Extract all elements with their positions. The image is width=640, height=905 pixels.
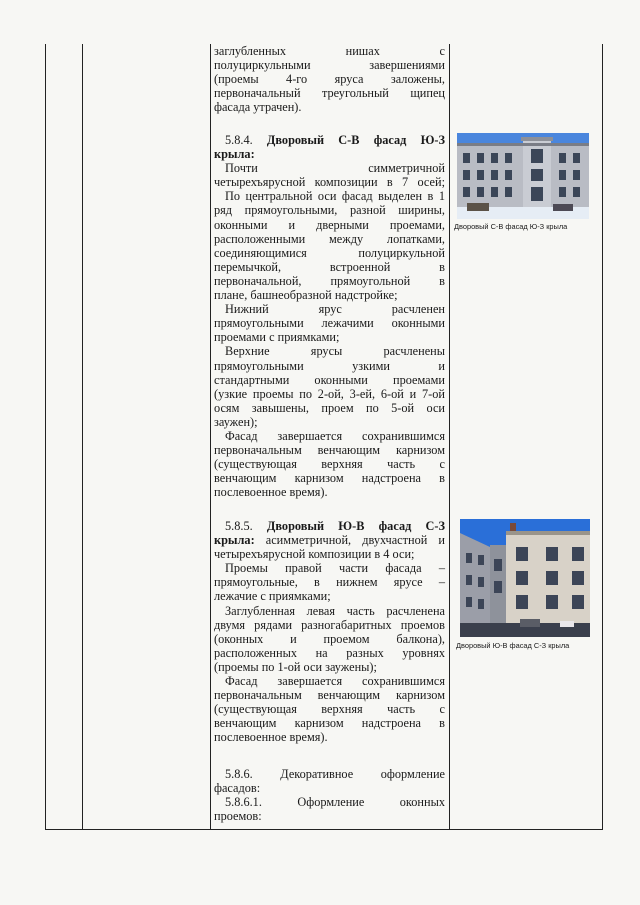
section-title-bold: Дворовый С-В фасад Ю-З xyxy=(266,133,446,147)
text-line: венчающим карнизом надстроена в xyxy=(214,716,445,731)
section-title-line2: крыла: асимметричной, двухчастной и xyxy=(214,533,445,548)
intro-line: первоначальный треугольный щипец xyxy=(214,86,445,101)
text-line: стандартными оконными проемами xyxy=(214,372,445,387)
intro-line: фасада утрачен). xyxy=(214,100,302,115)
intro-line: заглубленных нишах с xyxy=(214,44,445,58)
table-divider-2 xyxy=(210,44,211,830)
text-line: Заглубленная левая часть расчленена xyxy=(225,603,445,618)
section-title xyxy=(214,519,445,533)
photo-1-caption: Дворовый С-В фасад Ю-З крыла xyxy=(454,222,568,231)
text-line: послевоенное время). xyxy=(214,485,328,500)
text-line: первоначальным венчающим карнизом xyxy=(214,443,445,458)
table-border-right xyxy=(602,44,603,830)
text-line: перемычкой, встроенной в xyxy=(214,259,445,274)
section-title xyxy=(214,133,445,147)
text-line: ряд прямоугольными, разной ширины, xyxy=(214,203,445,218)
text-line: 5.8.6. Декоративное оформление xyxy=(225,767,445,781)
facade-photo-1 xyxy=(457,133,589,219)
text-line: (узкие проемы по 2-ой, 3-ей, 6-ой и 7-ой xyxy=(214,386,445,401)
section-number: 5.8.4. xyxy=(225,133,253,147)
intro-line: полуциркульными завершениями xyxy=(214,58,445,73)
section-5-8-5 xyxy=(214,519,445,745)
text-line: первоначальной, прямоугольной в xyxy=(214,273,445,288)
text-line: двумя рядами разногабаритных проемов xyxy=(214,617,445,632)
table-divider-1 xyxy=(82,44,83,830)
text-line: Нижний ярус расчленен xyxy=(225,302,445,317)
intro-text xyxy=(214,44,445,114)
text-line: прямоугольными узкими и xyxy=(214,358,445,373)
text-line: проемов: xyxy=(214,809,262,824)
section-title-line2: крыла: xyxy=(214,147,255,162)
facade-photo-2 xyxy=(460,519,590,637)
text-line: лежачие с приямками; xyxy=(214,589,331,604)
text-line: Фасад завершается сохранившимся xyxy=(225,674,445,689)
text-line: (проемы по 1-ой оси заужены); xyxy=(214,659,377,674)
text-line: оконными и дверными проемами, xyxy=(214,217,445,232)
section-5-8-4 xyxy=(214,133,445,499)
text-line: расположенными между лопатками, xyxy=(214,231,445,246)
table-divider-3 xyxy=(449,44,450,830)
text-line: первоначальным венчающим карнизом xyxy=(214,688,445,703)
text-line: По центральной оси фасад выделен в 1 xyxy=(225,189,445,204)
photo-2-caption: Дворовый Ю-В фасад С-З крыла xyxy=(456,641,570,650)
section-5-8-6 xyxy=(214,767,445,823)
text-line: расположенных на разных уровнях xyxy=(214,645,445,660)
text-line: Почти симметричной xyxy=(225,161,445,176)
text-line: четырехъярусной композиции в 4 оси; xyxy=(214,547,415,562)
text-line: прямоугольные, в нижнем ярусе – xyxy=(214,575,445,590)
text-line: плане, башнеобразной надстройке; xyxy=(214,288,398,303)
text-line: осям завышены, проем по 5-ой оси xyxy=(214,400,445,415)
text-line: соединяющимися полуциркульной xyxy=(214,245,445,260)
text-line: проемами с приямками; xyxy=(214,330,340,345)
table-border-left xyxy=(45,44,46,830)
text-line: венчающим карнизом надстроена в xyxy=(214,471,445,486)
building-photo-1 xyxy=(457,133,589,219)
text-line: заужен); xyxy=(214,414,258,429)
text-line: фасадов: xyxy=(214,781,261,796)
text-line: (существующая верхняя часть с xyxy=(214,702,445,717)
text-line: Фасад завершается сохранившимся xyxy=(225,428,445,443)
text-line: 5.8.6.1. Оформление оконных xyxy=(225,795,445,810)
text-line: прямоугольными лежачими оконными xyxy=(214,316,445,331)
section-title-bold: Дворовый Ю-В фасад С-З xyxy=(266,519,446,533)
intro-line: (проемы 4-го яруса заложены, xyxy=(214,72,445,87)
text-line: послевоенное время). xyxy=(214,730,328,745)
text-line: (оконных и проемом балкона), xyxy=(214,631,445,646)
text-line: четырехъярусной композиции в 7 осей; xyxy=(214,175,445,190)
text-line: (существующая верхняя часть с xyxy=(214,457,445,472)
text-line: Верхние ярусы расчленены xyxy=(225,344,445,359)
building-photo-2 xyxy=(460,519,590,637)
text-line: Проемы правой части фасада – xyxy=(225,561,445,576)
section-number: 5.8.5. xyxy=(225,519,253,533)
table-border-bottom xyxy=(45,829,603,830)
